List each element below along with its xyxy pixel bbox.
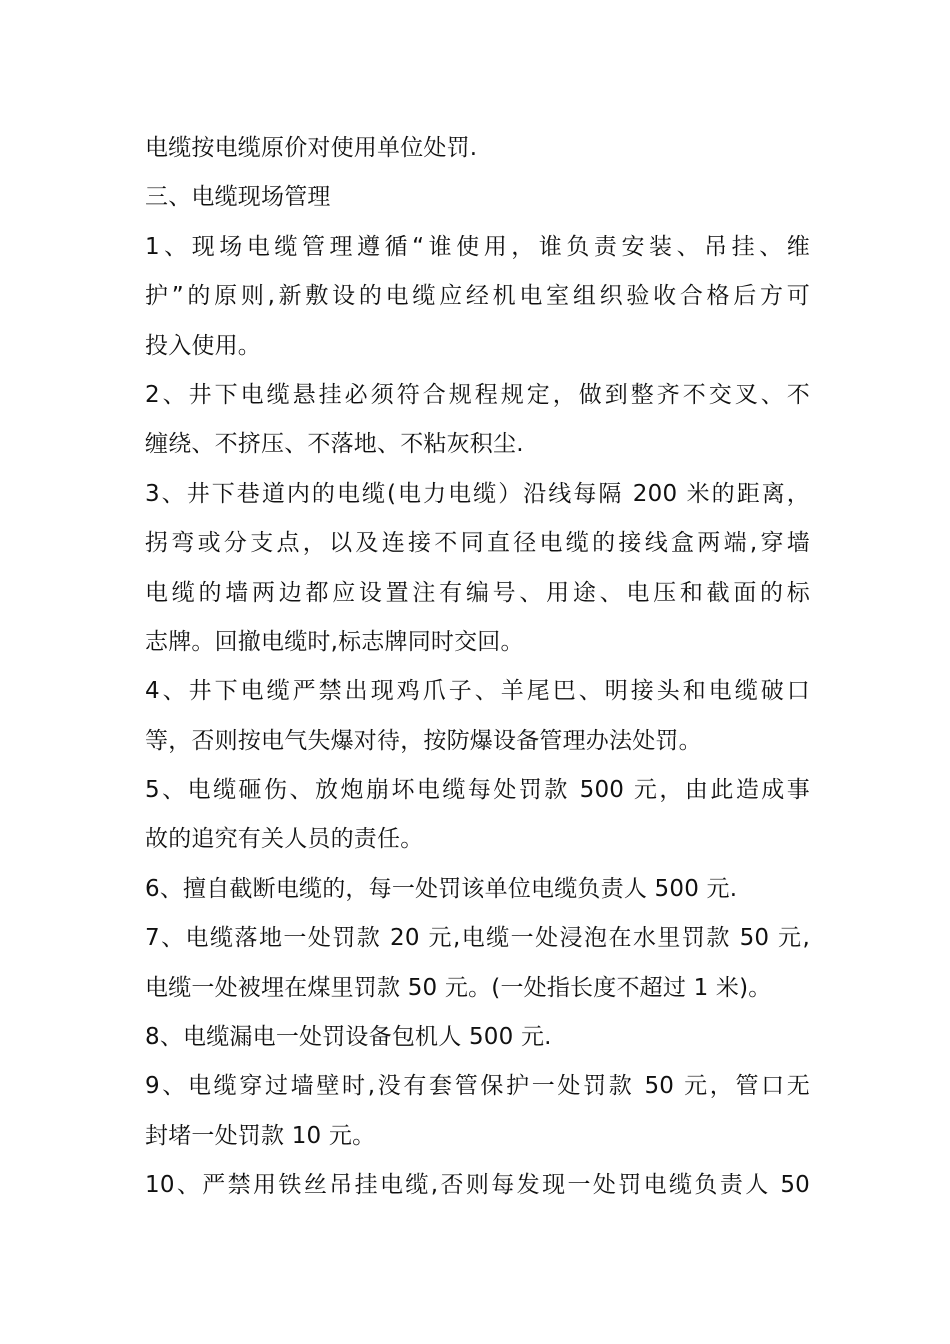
text-line: 志牌。回撤电缆时,标志牌同时交回。 [145, 628, 524, 655]
text-line: 缠绕、不挤压、不落地、不粘灰积尘. [145, 431, 524, 458]
text-line: 故的追究有关人员的责任。 [145, 826, 424, 853]
text-line: 电缆一处被埋在煤里罚款 50 元。(一处指长度不超过 1 米)。 [145, 974, 772, 1001]
text-line: 9、电缆穿过墙壁时,没有套管保护一处罚款 50 元，管口无 [145, 1073, 810, 1100]
text-line: 护”的原则,新敷设的电缆应经机电室组织验收合格后方可 [145, 283, 810, 310]
text-line: 5、电缆砸伤、放炮崩坏电缆每处罚款 500 元，由此造成事 [145, 777, 810, 804]
document-body [145, 124, 810, 1211]
text-line: 4、井下电缆严禁出现鸡爪子、羊尾巴、明接头和电缆破口 [145, 678, 810, 705]
text-line: 电缆按电缆原价对使用单位处罚. [145, 135, 478, 161]
text-line: 投入使用。 [145, 332, 261, 359]
text-line: 1、现场电缆管理遵循“谁使用，谁负责安装、吊挂、维 [145, 233, 810, 260]
text-line: 等，否则按电气失爆对待，按防爆设备管理办法处罚。 [145, 727, 702, 754]
text-line: 拐弯或分支点，以及连接不同直径电缆的接线盒两端,穿墙 [145, 530, 810, 557]
text-line: 3、井下巷道内的电缆(电力电缆）沿线每隔 200 米的距离， [145, 480, 810, 507]
text-line: 10、严禁用铁丝吊挂电缆,否则每发现一处罚电缆负责人 50 [145, 1172, 810, 1199]
text-line: 8、电缆漏电一处罚设备包机人 500 元. [145, 1024, 552, 1051]
text-line: 6、擅自截断电缆的，每一处罚该单位电缆负责人 500 元. [145, 875, 738, 902]
text-line: 封堵一处罚款 10 元。 [145, 1122, 376, 1149]
text-line: 7、电缆落地一处罚款 20 元,电缆一处浸泡在水里罚款 50 元, [145, 925, 810, 952]
section-heading: 三、电缆现场管理 [145, 184, 331, 211]
text-line: 2、井下电缆悬挂必须符合规程规定，做到整齐不交叉、不 [145, 381, 810, 408]
text-line: 电缆的墙两边都应设置注有编号、用途、电压和截面的标 [145, 579, 810, 606]
